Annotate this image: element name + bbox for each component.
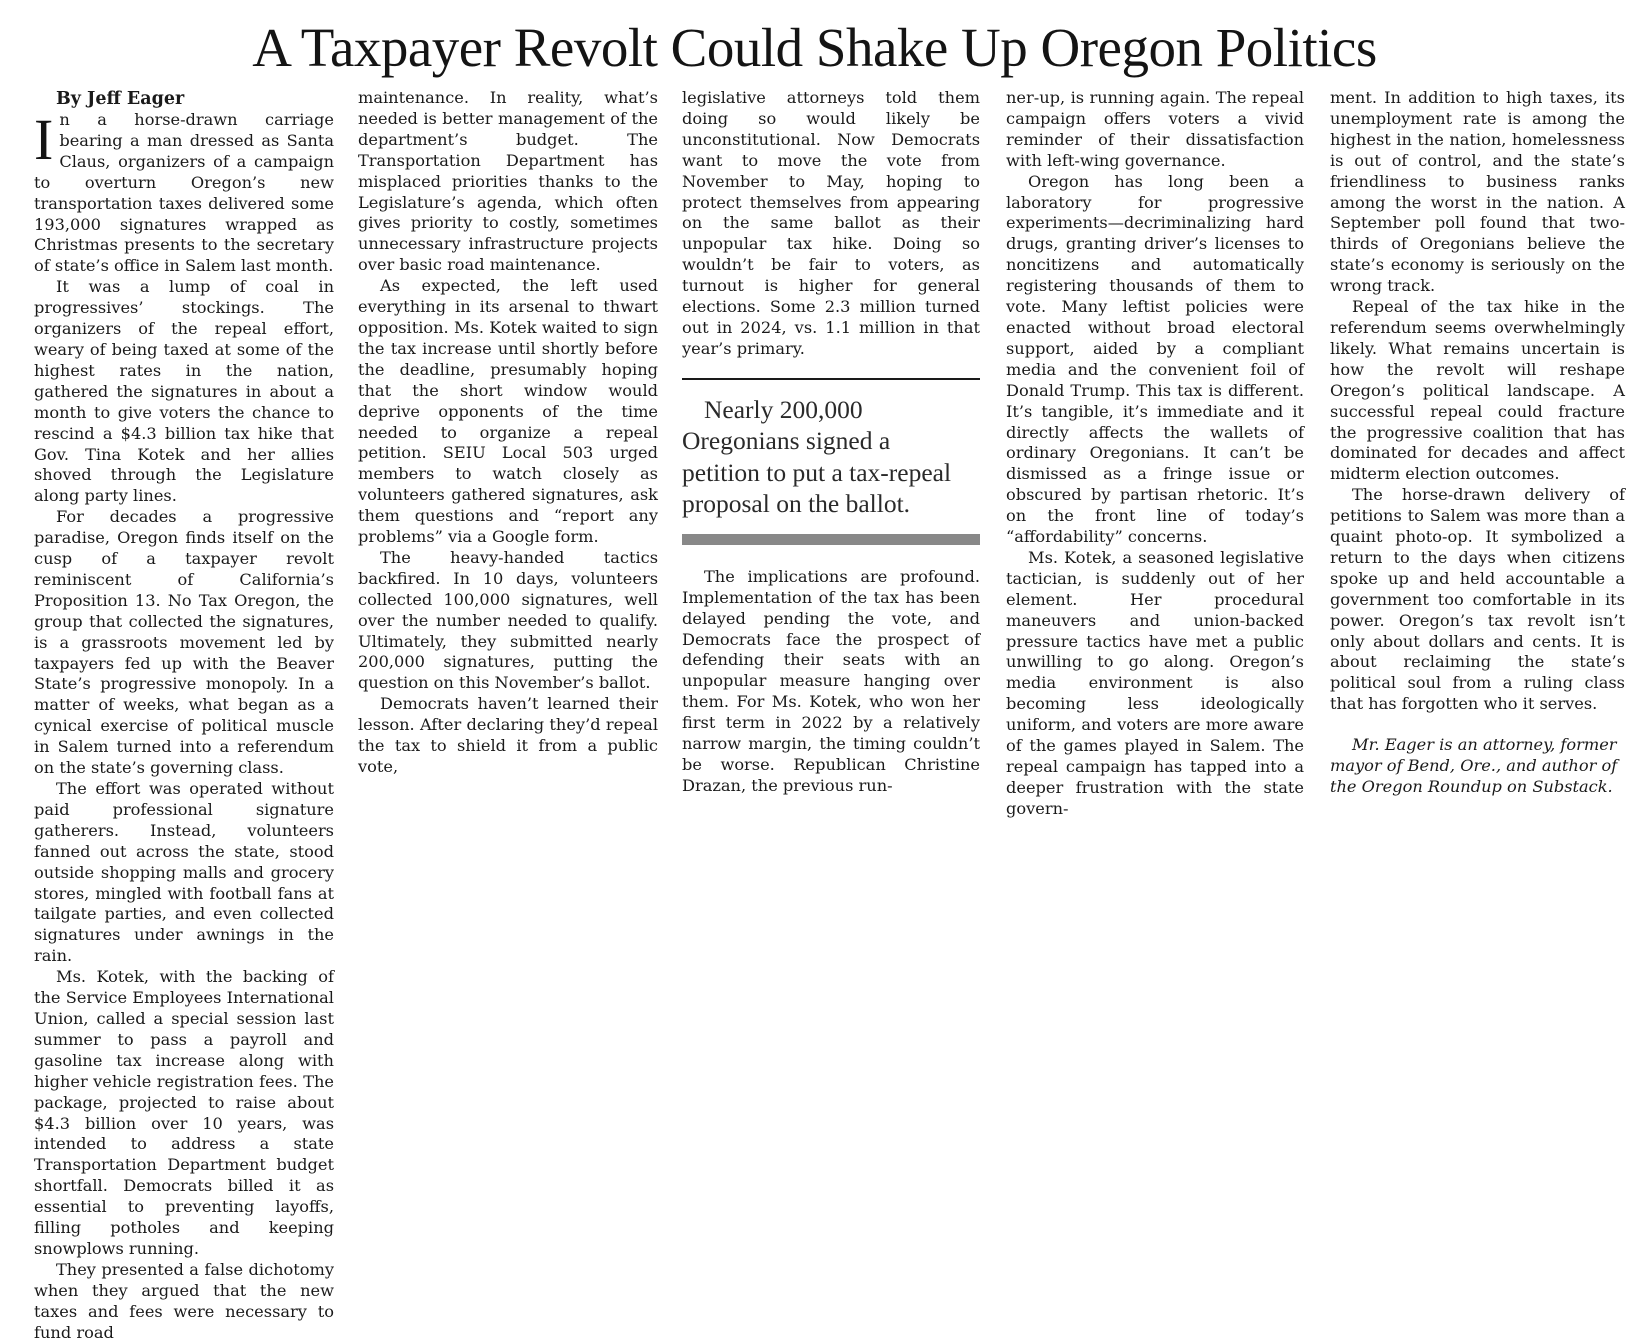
paragraph: ner-up, is running again. The repeal campaign offers voters a vivid reminder of their dissatisfaction with left-wing governance. <box>1006 88 1304 170</box>
paragraph: They presented a false dichotomy when they argued that the new taxes and fees were necessary to fund road <box>34 1259 334 1342</box>
paragraph: Democrats haven’t learned their lesson. After declaring they’d repeal the tax to shield it from a public vote, <box>358 694 658 776</box>
article-column-3 <box>682 88 980 797</box>
article-headline: A Taxpayer Revolt Could Shake Up Oregon Politics <box>252 17 1377 78</box>
paragraph: The horse-drawn delivery of petitions to Salem was more than a quaint photo-op. It symbolized a return to the days when citizens spoke up and held accountable a government too comfortable in its power. Oregon’s tax revolt isn’t only about dollars and cents. It is about reclaiming the state’s political soul from a ruling class that has forgotten who it serves. <box>1330 485 1625 714</box>
author-tagline: Mr. Eager is an attorney, former mayor of Bend, Ore., and author of the Oregon Roundup on Substack. <box>1330 735 1618 796</box>
paragraph: For decades a progressive paradise, Oregon finds itself on the cusp of a taxpayer revolt reminiscent of California’s Proposition 13. No Tax Oregon, the group that collected the signatures, is a grassroots movement led by taxpayers fed up with the Beaver State’s progressive monopoly. In a matter of weeks, what began as a cynical exercise of political muscle in Salem turned into a referendum on the state’s governing class. <box>34 507 334 778</box>
pull-quote-text: Nearly 200,000 Oregonians signed a petition to put a tax-repeal proposal on the ballot. <box>682 394 952 519</box>
paragraph: Repeal of the tax hike in the referendum seems overwhelmingly likely. What remains uncertain is how the revolt will reshape Oregon’s political landscape. A successful repeal could fracture the progressive coalition that has dominated for decades and affect midterm election outcomes. <box>1330 297 1625 484</box>
paragraph: The effort was operated without paid professional signature gatherers. Instead, volunteers fanned out across the state, stood outside shopping malls and grocery stores, mingled with football fans at tailgate parties, and even collected signatures under awnings in the rain. <box>34 779 334 966</box>
pull-quote <box>682 378 980 545</box>
paragraph: Ms. Kotek, with the backing of the Service Employees International Union, called a special session last summer to pass a payroll and gasoline tax increase along with higher vehicle registration fees. The package, projected to raise about $4.3 billion over 10 years, was intended to address a state Transportation Department budget shortfall. Democrats billed it as essential to preventing layoffs, filling potholes and keeping snowplows running. <box>34 967 334 1258</box>
lede-text: n a horse-drawn carriage bearing a man dressed as Santa Claus, organizers of a campaign to overturn Oregon’s new transportation taxes delivered some 193,000 signatures wrapped as Christmas presents to the secretary of state’s office in Salem last month. <box>34 110 334 276</box>
paragraph: The implications are profound. Implementation of the tax has been delayed pending the vote, and Democrats face the prospect of defending their seats with an unpopular measure hanging over them. For Ms. Kotek, who won her first term in 2022 by a relatively narrow margin, the timing couldn’t be worse. Republican Christine Drazan, the previous run- <box>682 566 980 795</box>
paragraph: legislative attorneys told them doing so would likely be unconstitutional. Now Democrats want to move the vote from November to May, hoping to protect themselves from appearing on the same ballot as their unpopular tax hike. Doing so wouldn’t be fair to voters, as turnout is higher for general elections. Some 2.3 million turned out in 2024, vs. 1.1 million in that year’s primary. <box>682 88 980 358</box>
paragraph: The heavy-handed tactics backfired. In 10 days, volunteers collected 100,000 signatures, well over the number needed to qualify. Ultimately, they submitted nearly 200,000 signatures, putting the question on this November’s ballot. <box>358 547 658 693</box>
article-column-2 <box>358 88 658 778</box>
byline: By Jeff Eager <box>56 89 185 109</box>
article-column-5 <box>1330 88 1625 798</box>
pull-quote-rule <box>682 534 980 545</box>
paragraph: maintenance. In reality, what’s needed is better management of the department’s budget. The Transportation Department has misplaced priorities thanks to the Legislature’s agenda, which often gives priority to costly, sometimes unnecessary infrastructure projects over basic road maintenance. <box>358 88 658 275</box>
paragraph: ment. In addition to high taxes, its unemployment rate is among the highest in the nation, homelessness is out of control, and the state’s friendliness to business ranks among the worst in the nation. A September poll found that two-thirds of Oregonians believe the state’s economy is seriously on the wrong track. <box>1330 88 1625 296</box>
paragraph: It was a lump of coal in progressives’ stockings. The organizers of the repeal effort, weary of being taxed at some of the highest rates in the nation, gathered the signatures in about a month to give voters the chance to rescind a $4.3 billion tax hike that Gov. Tina Kotek and her allies shoved through the Legislature along party lines. <box>34 277 334 506</box>
lede-paragraph <box>34 107 334 277</box>
paragraph: Oregon has long been a laboratory for progressive experiments—decriminalizing hard drugs, granting driver’s licenses to noncitizens and automatically registering thousands of them to vote. Many leftist policies were enacted without broad electoral support, aided by a compliant media and the convenient foil of Donald Trump. This tax is different. It’s tangible, it’s immediate and it directly affects the wallets of ordinary Oregonians. It can’t be dismissed as a fringe issue or obscured by partisan rhetoric. It’s on the front line of today’s “affordability” concerns. <box>1006 171 1304 547</box>
article-column-1 <box>34 88 334 1343</box>
paragraph: Ms. Kotek, a seasoned legislative tactician, is suddenly out of her element. Her procedural maneuvers and union-backed pressure tactics have met a public unwilling to go along. Oregon’s media environment is also becoming less ideologically uniform, and voters are more aware of the games played in Salem. The repeal campaign has tapped into a deeper frustration with the state govern- <box>1006 547 1304 818</box>
paragraph: As expected, the left used everything in its arsenal to thwart opposition. Ms. Kotek waited to sign the tax increase until shortly before the deadline, presumably hoping that the short window would deprive opponents of the time needed to organize a repeal petition. SEIU Local 503 urged members to watch closely as volunteers gathered signatures, ask them questions and “report any problems” via a Google form. <box>358 276 658 547</box>
drop-cap: I <box>34 107 54 172</box>
article-column-4 <box>1006 88 1304 820</box>
